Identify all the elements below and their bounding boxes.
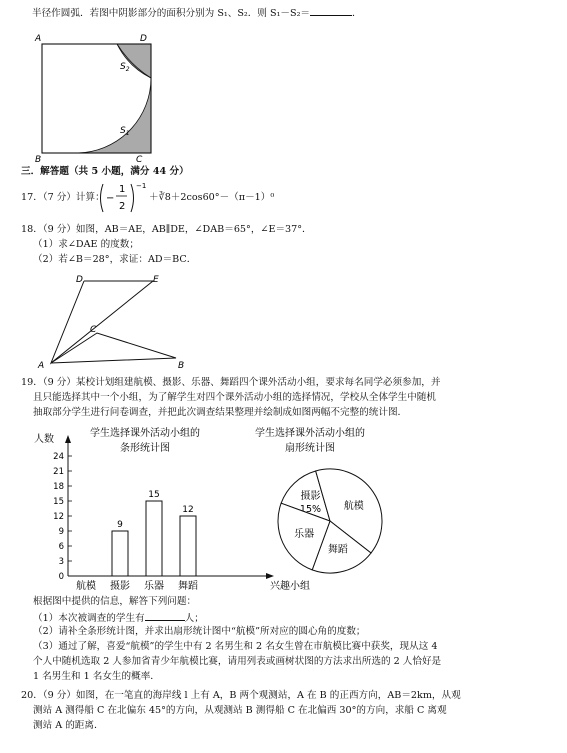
q18-triangle-figure	[34, 272, 194, 372]
svg-text:A: A	[38, 361, 45, 371]
y-tick-label: 3	[58, 557, 64, 567]
q19-part2: （2）请补全条形统计图，并求出扇形统计图中“航模”所对应的圆心角的度数；	[33, 626, 366, 637]
pie-chart	[255, 426, 382, 573]
bar-chart-subtitle: 条形统计图	[120, 443, 170, 454]
y-tick-label: 15	[53, 497, 64, 507]
intro-end: ．	[352, 8, 362, 19]
pie-slice-label: 乐器	[294, 529, 315, 541]
x-tick-label: 航模	[76, 581, 96, 592]
y-tick-label: 6	[58, 542, 64, 552]
bar	[146, 501, 162, 576]
q17-prefix: 17．（7 分）计算：	[21, 192, 105, 203]
pie-chart-subtitle: 扇形统计图	[285, 443, 335, 454]
svg-text:−1: −1	[136, 182, 147, 190]
y-tick-label: 0	[58, 572, 64, 582]
q19-part3-line2: 个人中随机选取 2 人参加省青少年航模比赛，请用列表或画树状图的方法求出所选的 2 人恰好是	[33, 656, 442, 667]
pie-slice-label: 航模	[343, 501, 364, 513]
bar	[112, 531, 128, 576]
svg-text:1: 1	[119, 184, 126, 195]
q19-charts	[30, 424, 410, 594]
svg-text:E: E	[153, 275, 159, 285]
y-tick-label: 21	[53, 467, 64, 477]
label-D: D	[140, 34, 147, 44]
q19-part1: （1）本次被调查的学生有	[33, 613, 145, 624]
data-label: 9	[117, 520, 123, 530]
bar	[180, 516, 196, 576]
label-S1: $S_1$	[120, 126, 130, 137]
svg-text:−: −	[106, 193, 115, 204]
x-axis-arrow	[266, 573, 274, 579]
svg-text:D: D	[76, 275, 83, 285]
q19-info: 根据图中提供的信息，解答下列问题：	[33, 596, 197, 607]
q17-rest: ＋∛8＋2cos60°－（π－1）⁰	[149, 192, 275, 203]
section-3-heading: 三．解答题（共 5 小题，满分 44 分）	[21, 166, 189, 177]
data-label: 12	[182, 505, 194, 515]
q18-part1: （1）求∠DAE 的度数；	[33, 239, 139, 250]
q19-part3-line3: 1 名男生和 1 名女生的概率．	[33, 671, 160, 682]
bar-chart	[34, 426, 310, 592]
y-tick-label: 12	[53, 512, 64, 522]
q18-part2: （2）若∠B＝28°，求证：AD＝BC．	[33, 254, 197, 265]
svg-text:C: C	[90, 325, 97, 335]
svg-text:2: 2	[119, 201, 126, 212]
data-label: 15	[148, 490, 160, 500]
x-axis-label: 兴趣小组	[270, 581, 310, 592]
svg-text:B: B	[178, 361, 185, 371]
pie-slice-label: 舞蹈	[327, 544, 348, 556]
q18-head: 18．（9 分）如图，AB＝AE，AB∥DE，∠DAB＝65°，∠E＝37°．	[21, 224, 312, 235]
square-quarter-circle-figure	[30, 32, 158, 164]
shaded-region-s1	[77, 78, 151, 153]
y-axis-arrow	[65, 435, 71, 443]
pie-chart-title: 学生选择课外活动小组的	[255, 428, 365, 439]
q19-answer-blank[interactable]	[145, 611, 185, 621]
x-tick-label: 乐器	[144, 581, 164, 592]
label-B: B	[35, 155, 42, 164]
bar-chart-title: 学生选择课外活动小组的	[90, 428, 200, 439]
y-tick-label: 18	[53, 482, 64, 492]
q20-line2: 测站 A 测得船 C 在北偏东 45°的方向，从观测站 B 测得船 C 在北偏西 30°的方向，求船 C 离观	[33, 705, 447, 716]
label-S2: $S_2$	[120, 62, 130, 73]
pie-slice-label: 摄影	[300, 491, 321, 503]
y-tick-label: 9	[58, 527, 64, 537]
y-tick-label: 24	[53, 452, 64, 462]
q17-fraction-expression	[97, 178, 149, 218]
q19-part1-end: 人；	[184, 613, 204, 624]
answer-blank[interactable]	[310, 6, 352, 16]
shaded-region-s2	[117, 44, 151, 78]
label-C: C	[136, 155, 143, 164]
q20-line3: 测站 A 的距离．	[33, 720, 104, 731]
y-axis-label: 人数	[34, 434, 54, 445]
q20-line1: 20．（9 分）如图，在一笔直的海岸线 l 上有 A，B 两个观测站，A 在 B 的正西方向，AB＝2km，从观	[21, 690, 461, 701]
intro-text: 半径作圆弧．若图中阴影部分的面积分别为 S₁、S₂．则 S₁－S₂＝	[32, 8, 311, 19]
pie-slice-percent: 15%	[299, 504, 322, 516]
q19-para-3: 抽取部分学生进行问卷调查，并把此次调查结果整理并绘制成如图两幅不完整的统计图．	[33, 407, 408, 418]
label-A: A	[35, 34, 42, 44]
x-tick-label: 舞蹈	[178, 581, 198, 592]
q19-para-2: 且只能选择其中一个小组，为了解学生对四个课外活动小组的选择情况，学校从全体学生中随机	[33, 392, 436, 403]
q19-para-1: 19．（9 分）某校计划组建航模、摄影、乐器、舞蹈四个课外活动小组，要求每名同学必须参加，并	[21, 377, 441, 388]
q19-part3-line1: （3）通过了解，喜爱“航模”的学生中有 2 名男生和 2 名女生曾在市航模比赛中获奖，现从这 4	[33, 641, 438, 652]
x-tick-label: 摄影	[110, 581, 130, 592]
